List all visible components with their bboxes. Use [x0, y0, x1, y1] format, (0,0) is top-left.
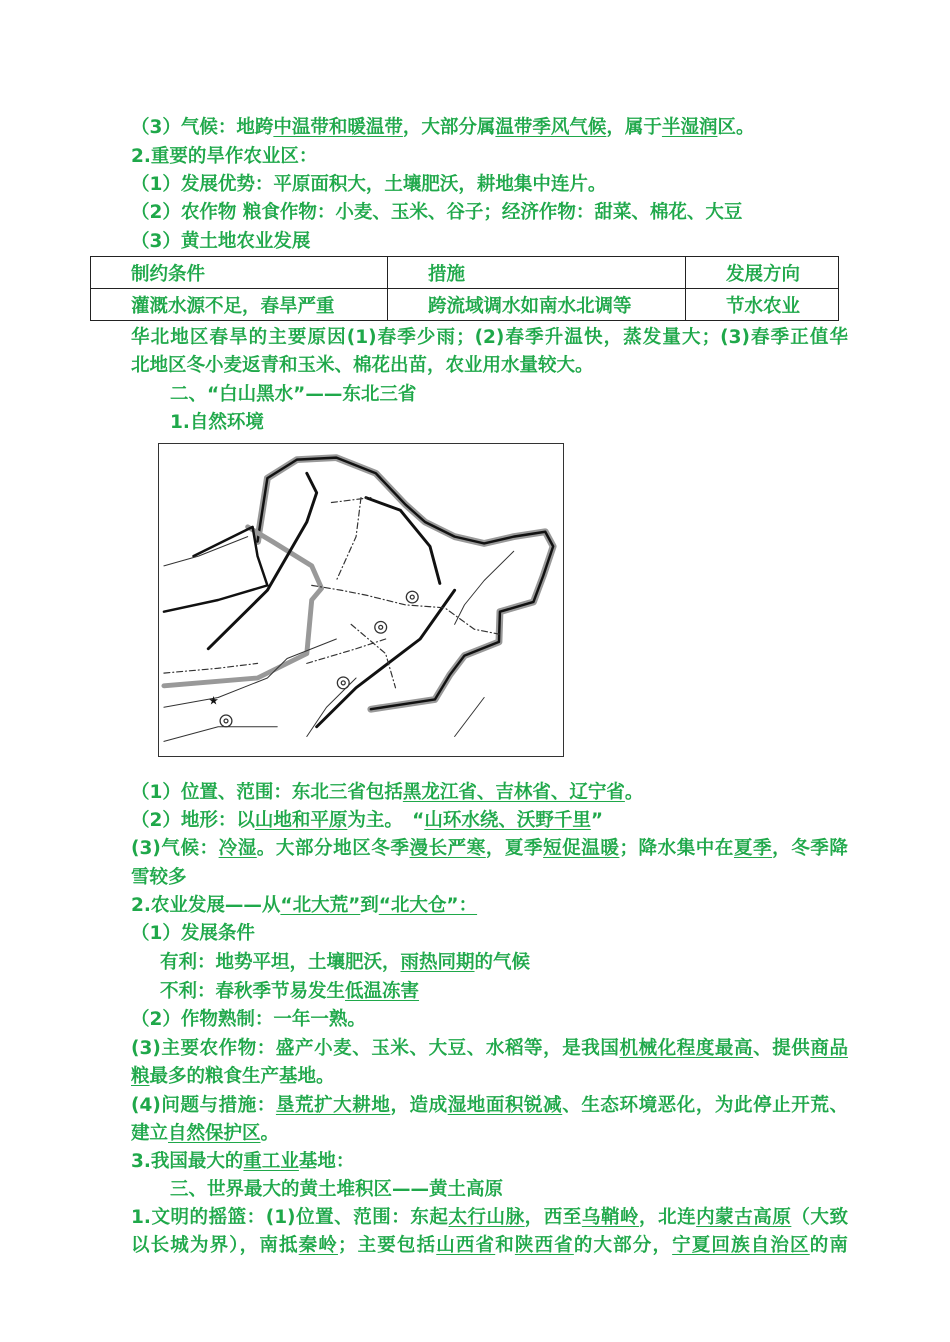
text-segment: (3)气候： [131, 838, 219, 859]
text-line [131, 354, 848, 378]
table-header-row [91, 257, 839, 289]
underlined-answer: 雨热同期 [400, 952, 475, 973]
text-segment: (4)问题与措施： [131, 1095, 276, 1116]
text-segment: ；主要包括 [337, 1235, 437, 1256]
text-line [131, 1206, 848, 1230]
underlined-answer: 垦荒扩大耕地 [275, 1095, 391, 1116]
text-segment: （2）地形：以 [131, 810, 255, 831]
underlined-answer: 机械化程度最高 [619, 1038, 754, 1059]
text-segment: 1.文明的摇篮：(1)位置、范围：东起 [131, 1207, 449, 1228]
underlined-answer: 宁夏回族自治区 [672, 1235, 810, 1256]
text-line [170, 411, 887, 435]
northeast-china-map [158, 443, 564, 757]
underlined-answer: 中温带和暖温带 [273, 117, 403, 138]
province-boundaries [164, 498, 499, 688]
text-segment: ；降水集中在 [619, 838, 734, 859]
text-segment: （大致 [791, 1207, 848, 1228]
text-segment: （1）发展优势：平原面积大，土壤肥沃，耕地集中连片。 [131, 174, 607, 195]
text-segment: 、提供 [753, 1038, 811, 1059]
text-segment: (3)主要农作物：盛产小麦、玉米、大豆、水稻等，是我国 [131, 1038, 620, 1059]
text-segment: 三、世界最大的黄土堆积区——黄土高原 [170, 1179, 504, 1200]
text-segment: 、生态环境恶化，为此停止开荒、 [562, 1095, 848, 1116]
text-segment: 不利：春秋季节易发生 [160, 981, 346, 1002]
text-segment: 。 [260, 1123, 280, 1144]
underlined-answer: 内蒙古高原 [696, 1207, 792, 1228]
text-line [131, 1008, 848, 1032]
text-segment: 为主。 “ [347, 810, 425, 831]
text-line [131, 1234, 848, 1258]
text-segment: 2.重要的旱作农业区： [131, 146, 318, 167]
text-segment: 雪较多 [131, 867, 187, 888]
text-line [131, 1122, 848, 1146]
capital-star-icon: ★ [208, 693, 219, 708]
text-segment: 区。 [717, 117, 755, 138]
underlined-answer: 重工业 [243, 1151, 299, 1172]
text-line [170, 383, 887, 407]
text-line [160, 980, 877, 1004]
text-segment: （3）气候：地跨 [131, 117, 274, 138]
text-line [131, 1150, 848, 1174]
text-segment: 3.我国最大的 [131, 1151, 244, 1172]
text-segment: （1）位置、范围：东北三省包括 [131, 782, 403, 803]
text-line [131, 1037, 848, 1061]
text-line [131, 781, 848, 805]
underlined-answer: 温带季风气候 [495, 117, 607, 138]
text-segment: ” [590, 810, 603, 831]
text-segment: ，西至 [524, 1207, 582, 1228]
text-line [131, 145, 848, 169]
underlined-answer: 短促温暖 [543, 838, 620, 859]
text-segment: 1.自然环境 [170, 412, 264, 433]
text-segment: 。 [624, 782, 644, 803]
text-segment: 和 [495, 1235, 515, 1256]
text-line [131, 201, 848, 225]
underlined-answer: 陕西省 [514, 1235, 574, 1256]
text-segment: 的南 [809, 1235, 848, 1256]
table-row [91, 289, 839, 321]
text-segment: 二、“白山黑水”——东北三省 [170, 384, 417, 405]
underlined-answer: 商品 [810, 1038, 848, 1059]
text-segment: ，属于 [606, 117, 662, 138]
text-line [160, 951, 877, 975]
provincial-border-gray [258, 458, 554, 710]
text-segment: 最多的粮食生产基地。 [149, 1066, 335, 1087]
underlined-answer: 黑龙江省、吉林省、辽宁省 [402, 782, 625, 803]
text-line [131, 922, 848, 946]
text-line [170, 1178, 887, 1202]
table-cell: 跨流域调水如南水北调等 [388, 289, 686, 321]
text-segment: 华北地区春旱的主要原因(1)春季少雨；(2)春季升温快，蒸发量大；(3)春季正值华 [131, 327, 848, 348]
agriculture-table [90, 256, 839, 321]
text-segment: （2）农作物 粮食作物：小麦、玉米、谷子；经济作物：甜菜、棉花、大豆 [131, 202, 743, 223]
text-segment: （3）黄土地农业发展 [131, 231, 311, 252]
text-line [131, 230, 848, 254]
underlined-answer: 自然保护区 [168, 1123, 261, 1144]
text-segment: ，大部分属 [402, 117, 496, 138]
text-segment: （2）作物熟制：一年一熟。 [131, 1009, 366, 1030]
text-line [131, 173, 848, 197]
text-segment: 建立 [131, 1123, 169, 1144]
text-line [131, 1065, 848, 1089]
text-segment: ，造成 [390, 1095, 448, 1116]
text-segment: 以长城为界），南抵 [131, 1235, 299, 1256]
text-line [131, 809, 848, 833]
west-boundary [164, 527, 267, 612]
national-border [258, 458, 554, 710]
text-line [131, 837, 848, 861]
underlined-answer: “北大荒” [280, 895, 361, 916]
underlined-answer: 低温冻害 [345, 981, 420, 1002]
underlined-answer: 乌鞘岭 [581, 1207, 639, 1228]
text-segment: ，北连 [638, 1207, 697, 1228]
underlined-answer: 秦岭 [298, 1235, 338, 1256]
text-segment: ，夏季 [485, 838, 544, 859]
underlined-answer: 粮 [131, 1066, 150, 1087]
text-line [131, 116, 848, 140]
underlined-answer: “北大仓”： [378, 895, 478, 916]
underlined-answer: 冷湿 [218, 838, 257, 859]
underlined-answer: 湿地面积锐减 [447, 1095, 563, 1116]
text-segment: 的气候 [474, 952, 531, 973]
text-segment: （1）发展条件 [131, 923, 255, 944]
underlined-answer: 山西省 [436, 1235, 496, 1256]
text-segment: 2.农业发展——从 [131, 895, 281, 916]
table-cell: 节水农业 [686, 289, 839, 321]
text-segment: 的大部分， [573, 1235, 673, 1256]
text-segment: 到 [360, 895, 379, 916]
text-line [131, 866, 848, 890]
underlined-answer: 夏季 [733, 838, 773, 859]
text-line [131, 326, 848, 350]
underlined-answer: 山环水绕、沃野千里 [424, 810, 591, 831]
text-segment: 基地： [298, 1151, 355, 1172]
text-line [131, 1094, 848, 1118]
text-segment: 有利：地势平坦，土壤肥沃， [160, 952, 401, 973]
table-cell: 灌溉水源不足，春旱严重 [91, 289, 388, 321]
lesser-khingan-range [366, 498, 440, 584]
underlined-answer: 山地和平原 [254, 810, 348, 831]
text-segment: 。大部分地区冬季 [256, 838, 410, 859]
table-header: 制约条件 [91, 257, 388, 289]
underlined-answer: 太行山脉 [448, 1207, 525, 1228]
underlined-answer: 漫长严寒 [409, 838, 486, 859]
text-line [131, 894, 848, 918]
table-header: 措施 [388, 257, 686, 289]
text-segment: ，冬季降 [772, 838, 848, 859]
table-header: 发展方向 [686, 257, 839, 289]
text-segment: 北地区冬小麦返青和玉米、棉花出苗，农业用水量较大。 [131, 355, 594, 376]
underlined-answer: 半湿润 [661, 117, 718, 138]
